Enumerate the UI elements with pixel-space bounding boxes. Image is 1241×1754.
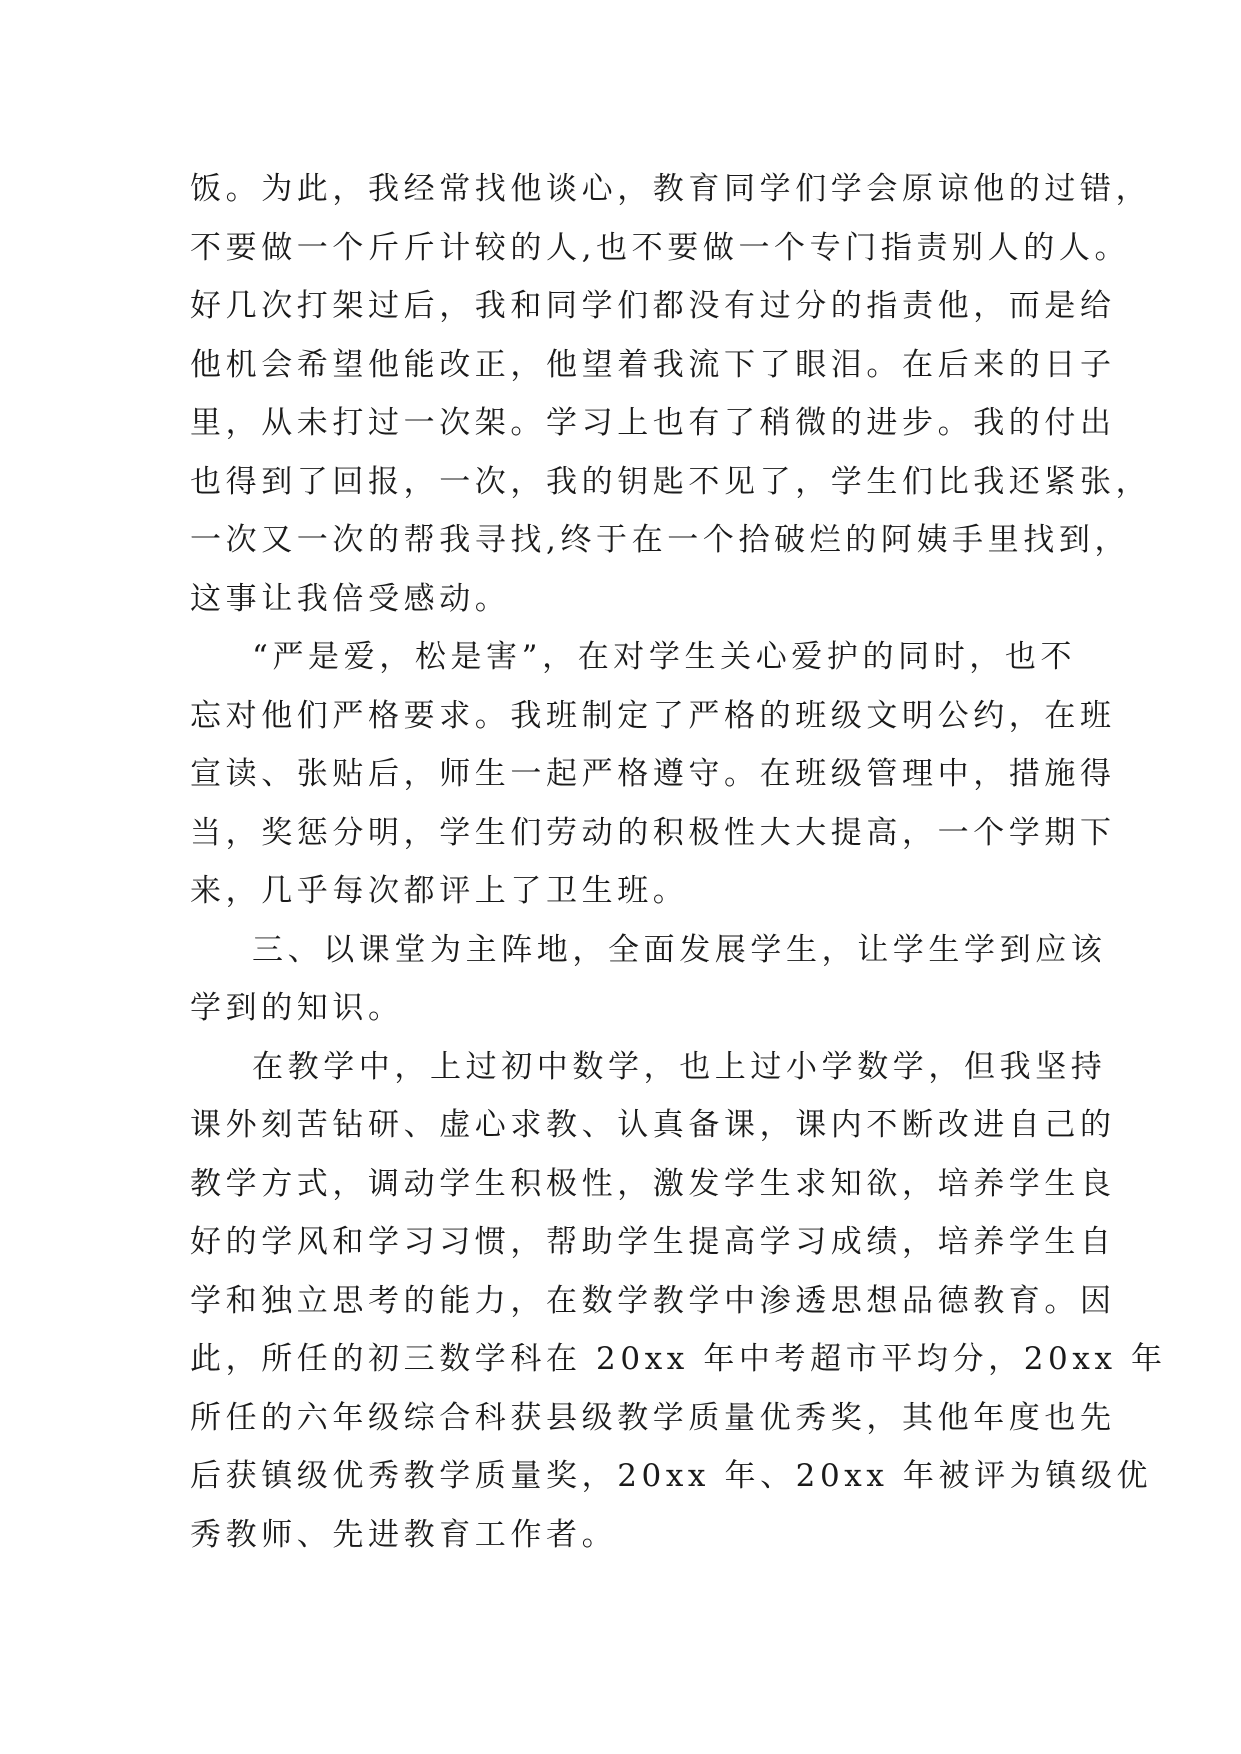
text-line: 所任的六年级综合科获县级教学质量优秀奖，其他年度也先 xyxy=(190,1399,1116,1436)
text-line: 这事让我倍受感动。 xyxy=(190,580,511,617)
text-line: 秀教师、先进教育工作者。 xyxy=(190,1516,618,1553)
text-line: 也得到了回报，一次，我的钥匙不见了，学生们比我还紧张， xyxy=(190,463,1152,500)
paragraph-start-line: “严是爱，松是害”，在对学生关心爱护的同时，也不 xyxy=(252,639,1077,675)
document-body xyxy=(190,160,1167,1564)
paragraph-start-line: 在教学中，上过初中数学，也上过小学数学，但我坚持 xyxy=(252,1048,1107,1085)
text-line: 饭。为此，我经常找他谈心，教育同学们学会原谅他的过错， xyxy=(190,171,1152,207)
text-line: 不要做一个斤斤计较的人,也不要做一个专门指责别人的人。 xyxy=(190,229,1131,266)
text-line: 此，所任的初三数学科在 20xx 年中考超市平均分，20xx 年 xyxy=(190,1341,1167,1377)
text-line: 他机会希望他能改正，他望着我流下了眼泪。在后来的日子 xyxy=(190,346,1116,383)
text-line: 后获镇级优秀教学质量奖，20xx 年、20xx 年被评为镇级优 xyxy=(190,1458,1153,1494)
text-line: 忘对他们严格要求。我班制定了严格的班级文明公约，在班 xyxy=(190,697,1116,734)
section-heading-line: 学到的知识。 xyxy=(190,990,404,1026)
text-line: 好几次打架过后，我和同学们都没有过分的指责他，而是给 xyxy=(190,288,1116,324)
text-line: 学和独立思考的能力，在数学教学中渗透思想品德教育。因 xyxy=(190,1282,1116,1319)
text-line: 好的学风和学习习惯，帮助学生提高学习成绩，培养学生自 xyxy=(190,1224,1116,1260)
text-line: 一次又一次的帮我寻找,终于在一个拾破烂的阿姨手里找到， xyxy=(190,522,1131,558)
text-line: 教学方式，调动学生积极性，激发学生求知欲，培养学生良 xyxy=(190,1165,1116,1202)
text-line: 课外刻苦钻研、虚心求教、认真备课，课内不断改进自己的 xyxy=(190,1107,1116,1143)
text-line: 来，几乎每次都评上了卫生班。 xyxy=(190,873,689,909)
text-line: 里，从未打过一次架。学习上也有了稍微的进步。我的付出 xyxy=(190,405,1116,441)
section-heading-line: 三、以课堂为主阵地，全面发展学生，让学生学到应该 xyxy=(252,931,1107,968)
text-line: 当，奖惩分明，学生们劳动的积极性大大提高，一个学期下 xyxy=(190,814,1116,851)
text-line: 宣读、张贴后，师生一起严格遵守。在班级管理中，措施得 xyxy=(190,756,1116,792)
